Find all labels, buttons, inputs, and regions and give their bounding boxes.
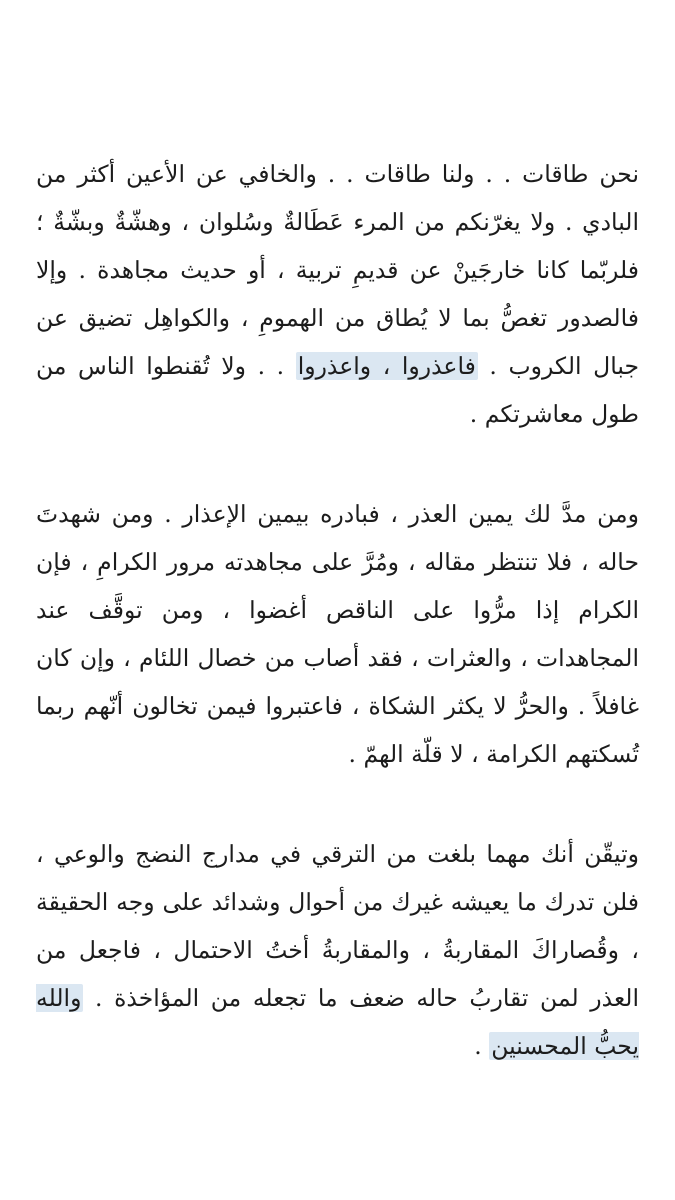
- highlighted-phrase-god-loves: والله يحبُّ المحسنين: [36, 984, 639, 1060]
- paragraph-3: [36, 830, 639, 1070]
- paragraph-3-text: وتيقّن أنك مهما بلغت من الترقي في مدارج النضج والوعي ، فلن تدرك ما يعيشه غيرك من أحوال وشدائد على وجه الحقيقة ، وقُصاراكَ المقاربةُ ، والمقاربةُ أختُ الاحتمال ، فاجعل من العذر لمن تقاربُ حاله ضعف ما تجعله من المؤاخذة .: [36, 840, 639, 1012]
- paragraph-1-text: نحن طاقات . . ولنا طاقات . . والخافي عن الأعين أكثر من البادي . ولا يغرّنكم من المرء عَطَالةٌ وسُلوان ، وهشّةٌ وبشّةٌ ؛ فلربّما كانا خارجَينْ عن قديمِ تربية ، أو حديث مجاهدة . وإلا فالصدور تغصُّ بما لا يُطاق من الهمومِ ، والكواهِل تضيق عن جبال الكروب .: [36, 160, 639, 380]
- highlighted-phrase-forgive: فاعذروا ، واعذروا: [297, 352, 476, 380]
- paragraph-3-ending: .: [474, 1032, 490, 1060]
- paragraph-1: [36, 150, 639, 438]
- paragraph-2-text: ومن مدَّ لك يمين العذر ، فبادره بيمين الإعذار . ومن شهدتَ حاله ، فلا تنتظر مقاله ، ومُرَّ على مجاهدته مرور الكرامِ ، فإن الكرام إذا مرُّوا على الناقص أغضوا ، ومن توقَّف عند المجاهدات ، والعثرات ، فقد أصاب من خصال اللئام ، وإن كان غافلاً . والحرُّ لا يكثر الشكاة ، فاعتبروا فيمن تخالون أنّهم ربما تُسكتهم الكرامة ، لا قلّة الهمّ .: [36, 500, 639, 768]
- paragraph-2: [36, 490, 639, 778]
- paragraph-1-ending: . . ولا تُقنطوا الناس من طول معاشرتكم .: [36, 352, 639, 428]
